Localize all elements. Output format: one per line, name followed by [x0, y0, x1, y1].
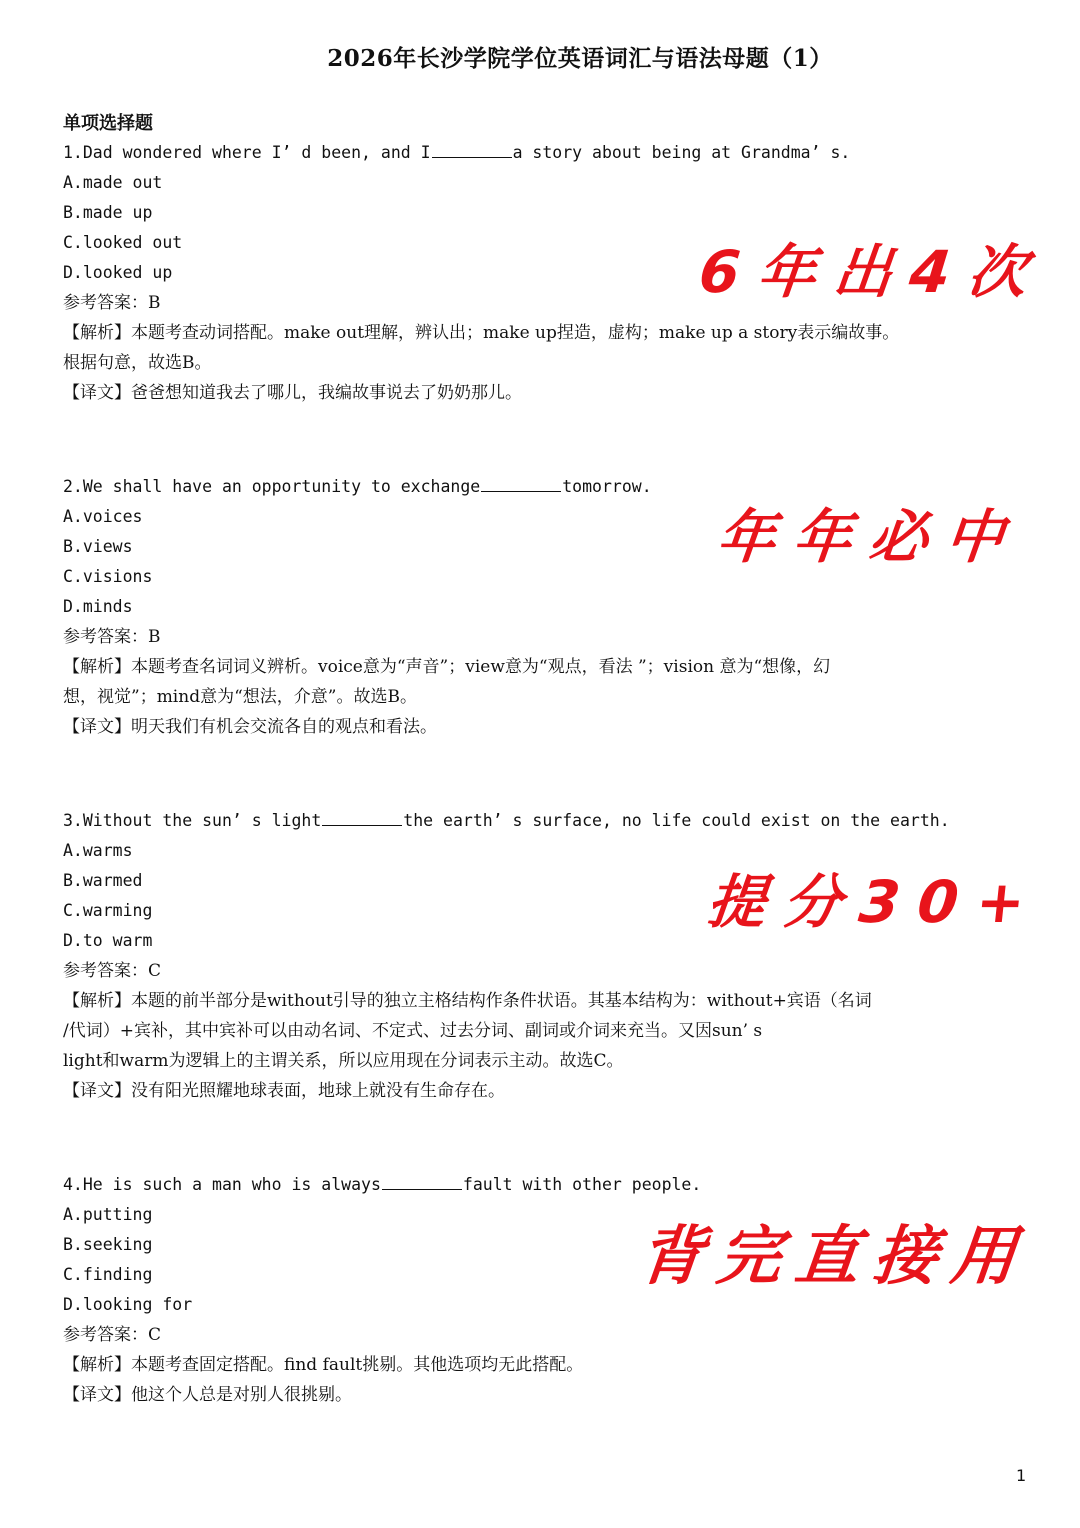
- option-a: A.made out: [63, 173, 163, 192]
- question-stem: [63, 138, 1023, 168]
- analysis-line: 【解析】本题考查动词搭配。make out理解，辨认出；make up捏造，虚构；make up a story表示编故事。: [63, 323, 900, 343]
- option-b: B.warmed: [63, 871, 143, 890]
- page-title: 2026年长沙学院学位英语词汇与语法母题（1）: [327, 45, 833, 72]
- option-a: A.putting: [63, 1205, 153, 1224]
- question-stem: [63, 1170, 1023, 1200]
- analysis-line: 【解析】本题考查名词词义辨析。voice意为“声音”；view意为“观点，看法 ”；vision 意为“想像，幻: [63, 657, 831, 677]
- handwritten-note: 背完直接用: [635, 1220, 1034, 1294]
- reference-answer: 参考答案：C: [63, 961, 162, 981]
- reference-answer: 参考答案：C: [63, 1325, 162, 1345]
- translation: 【译文】他这个人总是对别人很挑剔。: [63, 1385, 352, 1405]
- option-a: A.warms: [63, 841, 133, 860]
- option-c: C.visions: [63, 567, 153, 586]
- option-c: C.warming: [63, 901, 153, 920]
- option-d: D.looked up: [63, 263, 173, 282]
- analysis-line: 根据句意，故选B。: [63, 353, 212, 373]
- analysis-line: light和warm为逻辑上的主谓关系，所以应用现在分词表示主动。故选C。: [63, 1051, 624, 1071]
- stem-before: 2.We shall have an opportunity to exchange: [63, 477, 481, 496]
- handwritten-note: 年年必中: [713, 503, 1026, 571]
- page-number: 1: [1016, 1466, 1027, 1485]
- answer-blank: [481, 475, 561, 492]
- analysis-line: 【解析】本题考查固定搭配。find fault挑剔。其他选项均无此搭配。: [63, 1355, 584, 1375]
- option-b: B.views: [63, 537, 133, 556]
- reference-answer: 参考答案：B: [63, 627, 161, 647]
- answer-blank: [432, 141, 512, 158]
- handwritten-note: 6年出4次: [695, 238, 1048, 306]
- analysis-line: 【解析】本题的前半部分是without引导的独立主格结构作条件状语。其基本结构为：without+宾语（名词: [63, 991, 872, 1011]
- option-c: C.finding: [63, 1265, 153, 1284]
- answer-blank: [382, 1173, 462, 1190]
- stem-after: tomorrow.: [562, 477, 652, 496]
- section-heading: 单项选择题: [63, 113, 153, 134]
- option-d: D.looking for: [63, 1295, 193, 1314]
- option-b: B.made up: [63, 203, 153, 222]
- stem-before: 4.He is such a man who is always: [63, 1175, 381, 1194]
- reference-answer: 参考答案：B: [63, 293, 161, 313]
- translation: 【译文】明天我们有机会交流各自的观点和看法。: [63, 717, 437, 737]
- stem-before: 3.Without the sun’ s light: [63, 811, 322, 830]
- analysis-line: /代词）+宾补，其中宾补可以由动名词、不定式、过去分词、副词或介词来充当。又因sun’ s: [63, 1021, 763, 1041]
- answer-blank: [322, 809, 402, 826]
- translation: 【译文】爸爸想知道我去了哪儿，我编故事说去了奶奶那儿。: [63, 383, 522, 403]
- stem-after: a story about being at Grandma’ s.: [512, 143, 851, 162]
- handwritten-note: 提分30+: [703, 868, 1047, 936]
- question-stem: [63, 806, 1023, 836]
- option-c: C.looked out: [63, 233, 183, 252]
- option-d: D.to warm: [63, 931, 153, 950]
- option-b: B.seeking: [63, 1235, 153, 1254]
- question-3: [63, 806, 1023, 1106]
- translation: 【译文】没有阳光照耀地球表面，地球上就没有生命存在。: [63, 1081, 505, 1101]
- stem-after: the earth’ s surface, no life could exist on the earth.: [403, 811, 950, 830]
- option-d: D.minds: [63, 597, 133, 616]
- stem-after: fault with other people.: [462, 1175, 702, 1194]
- option-a: A.voices: [63, 507, 143, 526]
- analysis-line: 想，视觉”；mind意为“想法，介意”。故选B。: [63, 687, 417, 707]
- stem-before: 1.Dad wondered where I’ d been, and I: [63, 143, 431, 162]
